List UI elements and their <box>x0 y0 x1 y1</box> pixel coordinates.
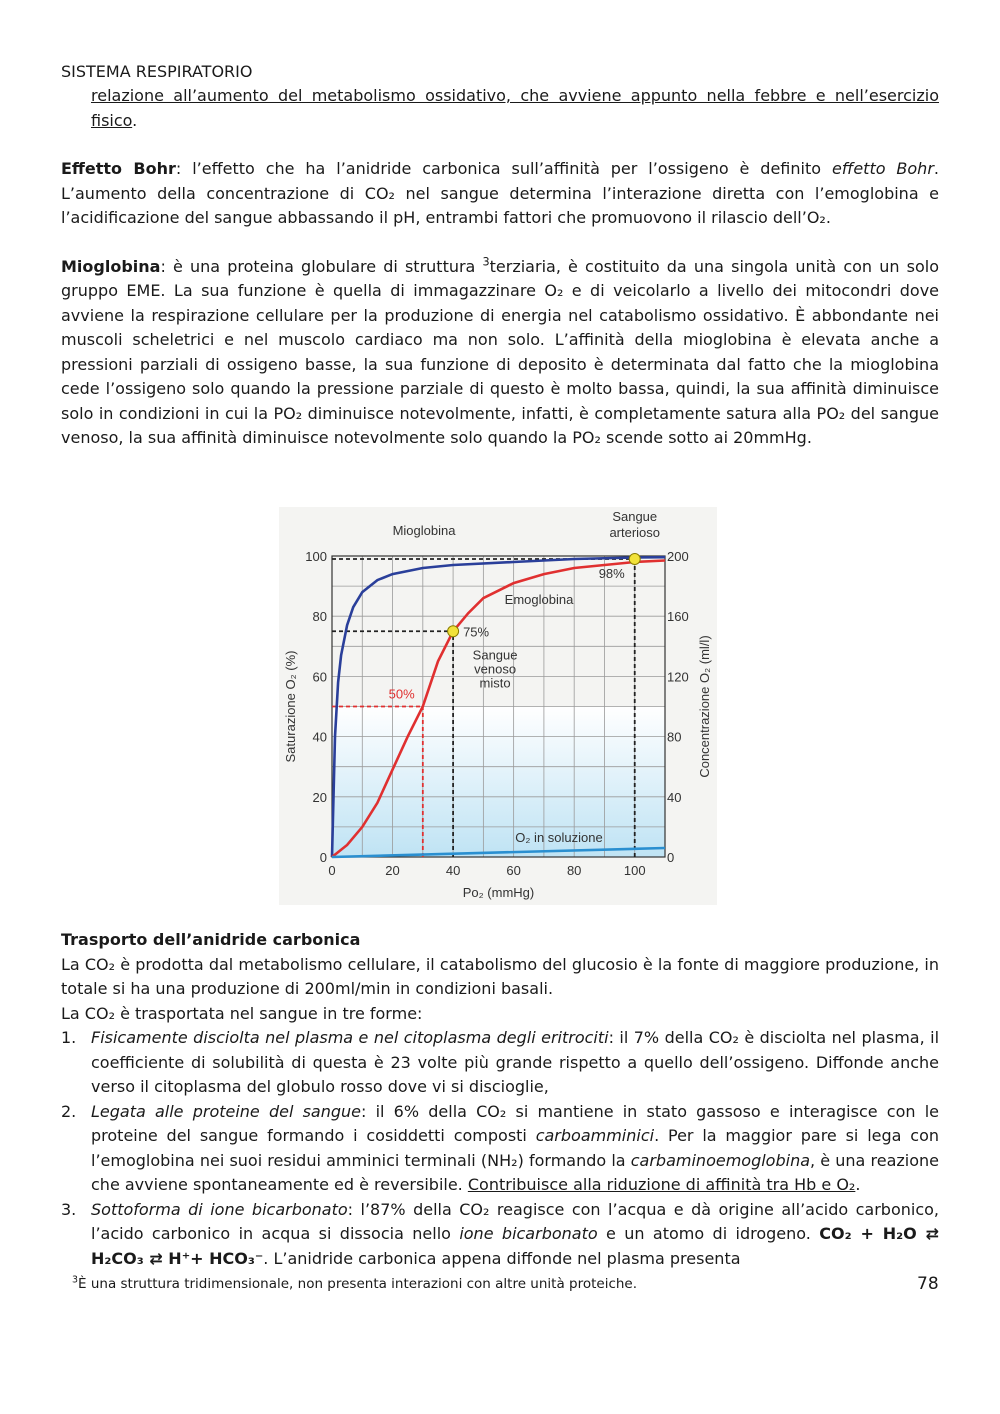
dissociation-chart <box>279 507 717 905</box>
item-italic: Fisicamente disciolta nel plasma e nel citoplasma degli eritrociti <box>91 1028 609 1047</box>
page-body <box>61 60 939 451</box>
item-text-3: , è una reazione che avviene spontaneamente ed è reversibile. <box>91 1150 940 1194</box>
list-item <box>61 1026 939 1100</box>
item-text-2: e un atomo di idrogeno. <box>597 1224 820 1243</box>
item-text: : il 7% della CO₂ è disciolta nel plasma, il coefficiente di solubilità di questa è 23 volte più grande rispetto a quello dell’ossigeno. Diffonde anche verso il citoplasma del globulo rosso dove vi si discioglie, <box>91 1028 940 1096</box>
x-tick-label: 60 <box>506 863 521 878</box>
venous-label: misto <box>479 675 511 691</box>
list-number: 3. <box>61 1199 77 1219</box>
y2-tick-label: 0 <box>667 850 675 865</box>
x-tick-label: 20 <box>385 863 400 878</box>
bohr-text: : l’effetto che ha l’anidride carbonica sull’affinità per l’ossigeno è definito <box>175 159 832 178</box>
footnote <box>72 1276 637 1292</box>
item-italic-2: ione bicarbonato <box>459 1224 598 1243</box>
y2-tick-label: 40 <box>667 789 682 805</box>
list-number: 1. <box>61 1028 77 1047</box>
series-label-o2-soluzione: O₂ in soluzione <box>515 830 603 845</box>
y2-tick-label: 160 <box>667 609 689 625</box>
bohr-title: Effetto Bohr <box>61 159 176 178</box>
continuation-paragraph <box>61 84 939 133</box>
bohr-text-2: . L’aumento della concentrazione di CO₂ nel sangue determina l’interazione diretta con l’emoglobina e l’acidificazione del sangue abbassando il pH, entrambi fattori che promuovono il rilascio dell’O₂. <box>61 159 939 227</box>
arterial-label: Sangue <box>612 509 658 524</box>
venous-label: Sangue <box>472 647 518 663</box>
y-tick-label: 40 <box>312 729 327 745</box>
period: . <box>132 110 138 130</box>
co2-section <box>61 928 939 1271</box>
footnote-ref: 3 <box>482 255 490 269</box>
item-underline: Contribuisce alla riduzione di affinità tra Hb e O₂ <box>467 1175 856 1194</box>
item-italic: Legata alle proteine del sangue <box>91 1101 362 1121</box>
chart-svg <box>279 507 717 905</box>
item-italic-3: carbaminoemoglobina <box>630 1150 811 1170</box>
y2-tick-label: 80 <box>667 729 682 745</box>
mioglobina-title: Mioglobina <box>61 256 161 276</box>
co2-title <box>61 928 939 953</box>
item-text: : il 6% della CO₂ si mantiene in stato gassoso e interagisce con le proteine del sangue formando i cosiddetti composti <box>91 1101 939 1145</box>
y2-tick-label: 120 <box>667 669 689 685</box>
underlined-text: relazione all’aumento del metabolismo ossidativo, che avviene appunto nella febbre e nell’esercizio fisico <box>91 86 939 130</box>
venous-label: venoso <box>474 661 517 677</box>
y-tick-label: 60 <box>312 669 327 685</box>
arterial-pct: 98% <box>598 566 625 582</box>
venous-pct: 75% <box>463 624 490 640</box>
item-italic-2: carboamminici <box>535 1126 655 1145</box>
x-axis-label: Po₂ (mmHg) <box>462 885 535 900</box>
y-axis-label: Saturazione O₂ (%) <box>283 650 298 763</box>
mioglobina-text-2: terziaria, è costituito da una singola unità con un solo gruppo EME. La sua funzione è quella di immagazzinare O₂ e di veicolarlo a livello dei mitocondri dove avviene la respirazione cellulare per la produzione di energia nel catabolismo ossidativo. È abbondante nei muscoli scheletrici e nel muscolo cardiaco ma non solo. L’affinità della mioglobina è elevata anche a pressioni parziali di ossigeno basse, la sua funzione di deposito è determinata dal fatto che la mioglobina cede l’ossigeno solo quando la pressione parziale di questo è molto bassa, quindi, la sua affinità diminuisce solo in condizioni in cui la PO₂ diminuisce notevolmente, infatti, è completamente satura alla PO₂ del sangue venoso, la sua affinità diminuisce notevolmente solo quando la PO₂ scende sotto ai 20mmHg. <box>61 256 939 447</box>
bohr-italic: effetto Bohr <box>831 159 934 178</box>
y-tick-label: 80 <box>312 609 327 625</box>
lower-fill <box>332 707 665 858</box>
x-tick-label: 80 <box>566 863 582 878</box>
co2-intro-2: La CO₂ è trasportata nel sangue in tre forme: <box>61 1003 423 1023</box>
co2-forms-list <box>61 1026 939 1271</box>
co2-intro-1: La CO₂ è prodotta dal metabolismo cellulare, il catabolismo del glucosio è la fonte di maggiore produzione, in totale si ha una produzione di 200ml/min in condizioni basali. <box>61 954 939 998</box>
item-text-2: . Per la maggior pare si lega con l’emoglobina nei suoi residui amminici terminali (NH₂) formando la <box>91 1126 940 1170</box>
co2-title-text: Trasporto dell’anidride carbonica <box>61 930 361 949</box>
x-tick-label: 40 <box>445 863 461 878</box>
item-text-3: . L’anidride carbonica appena diffonde nel plasma presenta <box>263 1248 741 1268</box>
footnote-marker: 3 <box>72 1274 79 1286</box>
footnote-text: È una struttura tridimensionale, non presenta interazioni con altre unità proteiche. <box>78 1276 638 1292</box>
y-tick-label: 100 <box>305 549 327 564</box>
arterial-point <box>629 554 640 565</box>
equation: CO₂ + H₂O ⇄ H₂CO₃ ⇄ H⁺+ HCO₃⁻ <box>91 1224 940 1268</box>
mioglobina-text: : è una proteina globulare di struttura <box>160 256 483 276</box>
bohr-paragraph <box>61 157 939 231</box>
x-tick-label: 0 <box>328 863 336 878</box>
list-item <box>61 1198 939 1272</box>
page-header: SISTEMA RESPIRATORIO <box>61 62 253 81</box>
list-number: 2. <box>61 1101 77 1121</box>
list-item <box>61 1100 939 1198</box>
item-end: . <box>855 1175 861 1194</box>
y2-axis-label: Concentrazione O₂ (ml/l) <box>697 635 712 778</box>
item-text: : l’87% della CO₂ reagisce con l’acqua e dà origine all’acido carbonico, l’acido carbonico in acqua si dissocia nello <box>91 1199 940 1243</box>
venous-point <box>448 626 459 637</box>
series-label-mioglobina: Mioglobina <box>392 523 456 538</box>
y-tick-label: 20 <box>312 789 327 805</box>
mioglobina-paragraph <box>61 255 939 451</box>
item-italic: Sottoforma di ione bicarbonato <box>91 1199 348 1219</box>
arterial-label-2: arterioso <box>609 525 661 540</box>
y-tick-label: 0 <box>319 850 327 865</box>
x-tick-label: 100 <box>623 863 646 878</box>
y2-tick-label: 200 <box>667 549 689 564</box>
series-label-emoglobina: Emoglobina <box>504 592 574 607</box>
page-number: 78 <box>917 1274 939 1294</box>
p50-label: 50% <box>388 686 415 702</box>
